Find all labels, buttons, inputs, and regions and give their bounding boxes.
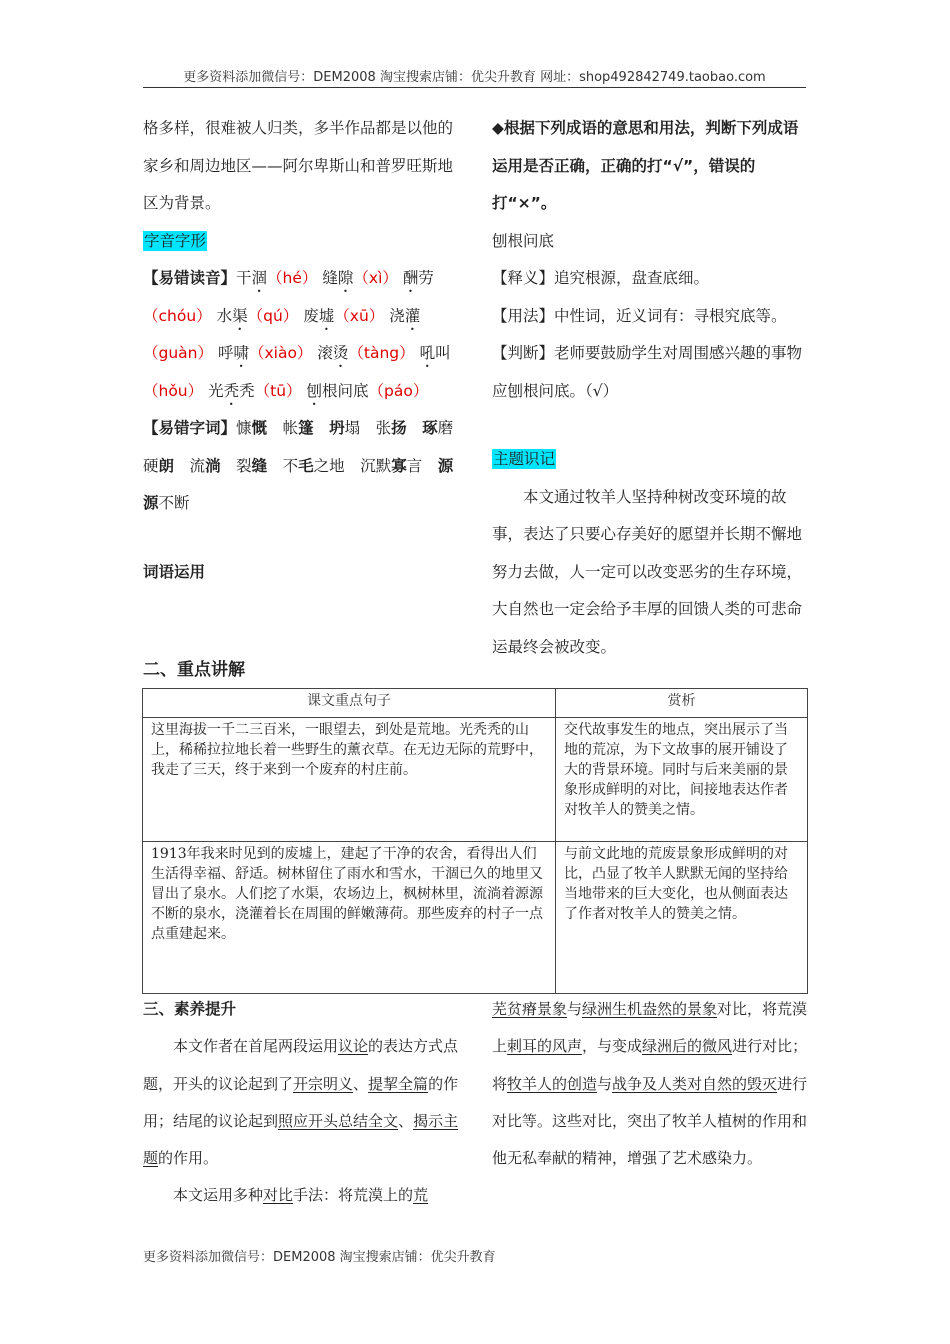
pron-pinyin: （tàng） [348,344,415,362]
pron-pinyin: （chóu） [143,306,212,325]
char-bold: 毛 [298,456,314,475]
idiom-usage: 【用法】中性词，近义词有：寻根究底等。 [492,306,787,325]
pron-char: 渠 [232,306,248,325]
pron-pinyin: （xiào） [248,344,313,362]
pron-label: 【易错读音】 [143,269,237,287]
right-column [492,110,808,666]
pron-item: 滚烫（tàng） [317,344,415,362]
underlined-term: 提挈全篇 [368,1074,429,1093]
underlined-term: 绿洲生机盎然的景象 [582,1000,718,1018]
quality-paragraph-2-cont: 芜贫瘠景象与绿洲生机盎然的景象对比，将荒漠上刺耳的风声，与变成绿洲后的微风进行对比；将牧羊人的创造与战争及人类对自然的毁灭进行对比等。这些对比，突出了牧羊人植树的作用和他无私奉献的精神，增强了艺术感染力。 [492,1000,808,1168]
char-bold: 慨 [251,419,268,437]
char-item: 裂缝 [236,456,268,475]
idiom-word: 刨根问底 [492,231,555,250]
char-label: 【易错字词】 [143,419,237,437]
key-sentences-table [142,688,808,994]
pron-pinyin: （tū） [254,381,302,400]
pron-char: 秃 [223,381,240,400]
pron-item: 缝隙（xì） [322,269,398,287]
pronunciation-list [143,260,461,410]
underlined-term: 荒 [413,1186,429,1205]
char-item: 慷慨 [236,419,268,437]
page-header: 更多资料添加微信号：DEM2008 淘宝搜索店铺：优尖升教育 网址：shop492842749.taobao.com [183,70,766,85]
char-item: 张扬 [375,419,407,437]
pron-item: 光秃秃（tū） [208,381,302,400]
underlined-term: 绿洲后的微风 [642,1037,733,1056]
section-label-pronunciation: 字音字形 [144,231,207,250]
underlined-term: 战争及人类对自然的毁灭 [612,1074,778,1093]
char-list [143,410,461,523]
char-bold: 琢 [422,419,438,437]
sentence-cell: 这里海拔一千二三百米，一眼望去，到处是荒地。光秃秃的山上，稀稀拉拉地长着一些野生的薰衣草。在无边无际的荒野中，我走了三天，终于来到一个废弃的村庄前。 [143,718,556,842]
underlined-term: 刺耳的风声 [507,1037,583,1056]
char-bold: 坍 [329,419,345,437]
char-bold: 寡 [391,456,407,475]
quality-paragraph-2-start: 本文运用多种对比手法：将荒漠上的荒 [173,1186,429,1205]
pron-char: 隙 [337,269,354,287]
char-bold: 篷 [298,419,314,437]
underlined-term: 牧羊人的创造 [507,1074,598,1093]
char-bold: 朗 [158,456,175,475]
table-row [143,718,808,842]
section-label-theme: 主题识记 [493,450,556,468]
word-use-title: 词语运用 [143,562,206,581]
underlined-term: 揭示主题 [143,1111,459,1168]
pron-char: 吼 [419,344,436,362]
char-item: 沉默寡言 [360,456,423,475]
pron-pinyin: （qú） [247,306,299,325]
underlined-term: 照应开头 [278,1111,339,1130]
sentence-cell: 1913年我来时见到的废墟上，建起了干净的农舍，看得出人们生活得幸福、舒适。树林留住了雨水和雪水，干涸已久的地里又冒出了泉水。人们挖了水渠，农场边上，枫树林里，流淌着源源不断的泉水，浇灌着长在周围的鲜嫩薄荷。那些废弃的村子一点点重建起来。 [143,842,556,994]
pron-pinyin: （hé） [267,269,318,287]
quality-left [143,991,461,1215]
pron-pinyin: （páo） [368,381,429,400]
table-header-sentence: 课文重点句子 [143,689,556,718]
pron-char: 墟 [318,306,335,325]
pron-item: 呼啸（xiào） [217,344,313,362]
underlined-term: 总结全文 [338,1111,399,1130]
table-header-analysis: 赏析 [556,689,808,718]
pron-item: 干涸（hé） [236,269,318,287]
char-item: 坍塌 [329,419,361,437]
char-bold: 扬 [391,419,407,437]
pron-char: 啸 [233,344,249,362]
pron-pinyin: （xì） [353,269,398,287]
pron-pinyin: （guàn） [143,344,213,362]
pron-item: 废墟（xū） [303,306,385,325]
key-section-title: 二、重点讲解 [143,660,245,680]
pron-item: 刨根问底（páo） [306,381,429,400]
pron-pinyin: （hǒu） [143,381,204,400]
pron-item: 酬劳（chóu） [143,269,434,325]
pron-char: 涸 [251,269,268,287]
page-footer: 更多资料添加微信号：DEM2008 淘宝搜索店铺：优尖升教育 [143,1250,496,1265]
pron-char: 刨 [306,381,322,400]
analysis-cell: 与前文此地的荒废景象形成鲜明的对比，凸显了牧羊人默默无闻的坚持给当地带来的巨大变化，也从侧面表达了作者对牧羊人的赞美之情。 [556,842,808,994]
char-item: 不毛之地 [282,456,345,475]
table-row [143,842,808,994]
theme-paragraph: 本文通过牧羊人坚持种树改变环境的故事，表达了只要心存美好的愿望并长期不懈地努力去做，人一定可以改变恶劣的生存环境，大自然也一定会给予丰厚的回馈人类的可悲命运最终会被改变。 [492,487,803,656]
pron-pinyin: （xū） [334,306,385,325]
idiom-meaning: 【释义】追究根源，盘查底细。 [492,269,710,287]
underlined-term: 对比 [263,1186,294,1205]
underlined-term: 议论 [338,1037,369,1056]
quality-right [492,991,808,1177]
pron-item: 水渠（qú） [216,306,299,325]
quality-title: 三、素养提升 [143,1000,237,1018]
underlined-term: 开宗明义 [293,1074,354,1093]
char-item: 源源不断 [143,456,454,512]
pron-item: 浇灌（guàn） [143,306,421,362]
char-bold: 淌 [205,456,221,475]
char-item: 琢磨 [422,419,454,437]
pron-char: 烫 [332,344,349,362]
header-divider [143,87,806,88]
quality-paragraph-1: 本文作者在首尾两段运用议论的表达方式点题，开头的议论起到了开宗明义、提挈全篇的作用；结尾的议论起到照应开头总结全文、揭示主题的作用。 [143,1037,459,1168]
pron-item: 吼叫（hǒu） [143,344,451,400]
char-bold: 缝 [251,456,268,475]
left-column [143,110,461,591]
intro-paragraph: 格多样，很难被人归类，多半作品都是以他的家乡和周边地区——阿尔卑斯山和普罗旺斯地区为背景。 [143,119,454,212]
pron-char: 灌 [404,306,421,325]
analysis-cell: 交代故事发生的地点，突出展示了当地的荒凉，为下文故事的展开铺设了大的背景环境。同时与后来美丽的景象形成鲜明的对比，间接地表达作者对牧羊人的赞美之情。 [556,718,808,842]
char-item: 帐篷 [282,419,314,437]
char-bold: 源源 [143,456,454,512]
idiom-judge: 【判断】老师要鼓励学生对周围感兴趣的事物应刨根问底。（√） [492,344,803,400]
char-item: 流淌 [189,456,221,475]
underlined-term: 芜贫瘠景象 [492,1000,568,1018]
char-item: 硬朗 [143,456,175,475]
pron-char: 酬 [402,269,419,287]
idiom-instruction: ◆根据下列成语的意思和用法，判断下列成语运用是否正确，正确的打“√”，错误的打“×”。 [492,119,799,212]
